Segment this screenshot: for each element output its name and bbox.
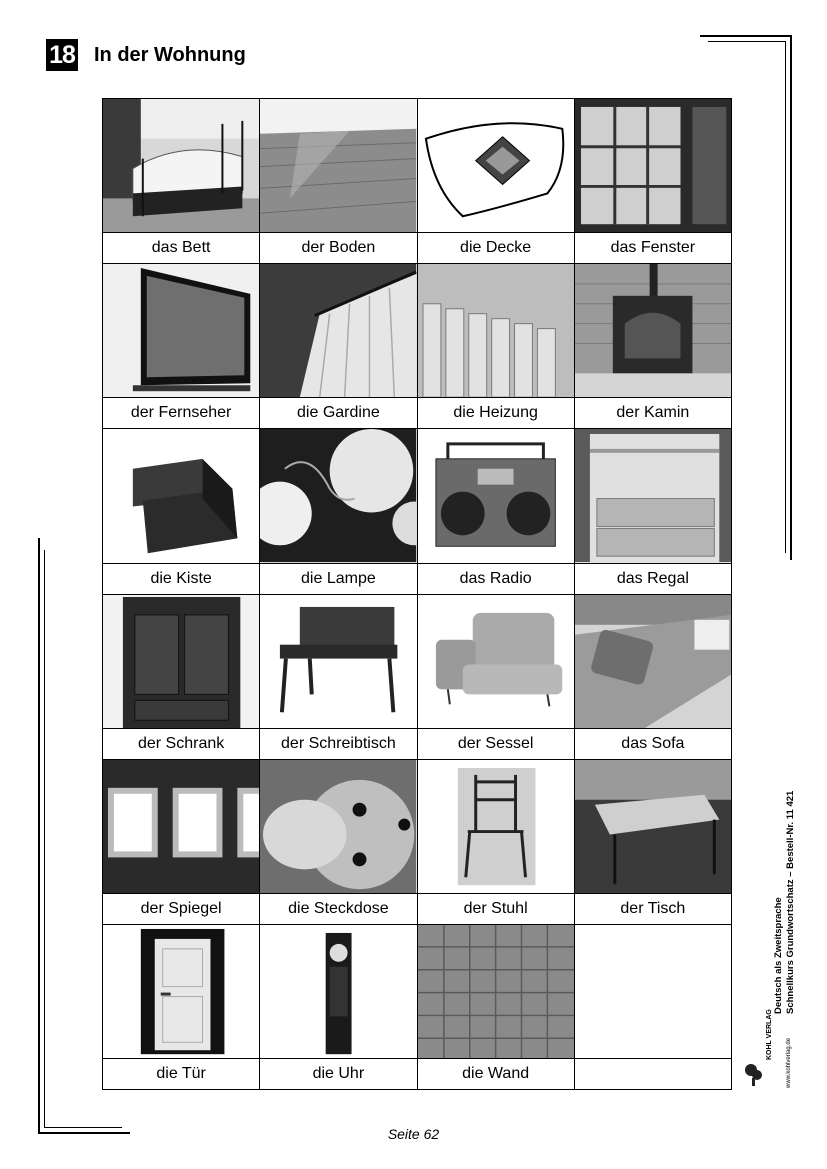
vocab-label: der Schrank — [103, 728, 259, 759]
table-photo — [575, 760, 731, 893]
armchair-photo — [418, 595, 574, 728]
vocabulary-grid — [102, 98, 732, 1090]
blanket-drawing — [418, 99, 574, 232]
vocab-card — [260, 760, 417, 925]
vocab-label: die Gardine — [260, 397, 416, 428]
vocab-card — [103, 429, 260, 594]
socket-photo — [260, 760, 416, 893]
side-text-line2: Schnellkurs Grundwortschatz – Bestell-Nr. 11 421 — [785, 790, 796, 1014]
bed-photo — [103, 99, 259, 232]
clock-photo — [260, 925, 416, 1058]
vocab-card — [418, 925, 575, 1090]
vocab-card — [575, 595, 732, 760]
side-text-line1: Deutsch als Zweitsprache — [773, 897, 784, 1014]
vocab-label: der Sessel — [418, 728, 574, 759]
vocab-card — [103, 760, 260, 925]
vocab-label: die Uhr — [260, 1058, 416, 1089]
vocab-label: die Lampe — [260, 563, 416, 594]
vocab-label: die Decke — [418, 232, 574, 263]
vocab-card — [418, 429, 575, 594]
vocab-label: das Radio — [418, 563, 574, 594]
vocab-label: die Tür — [103, 1058, 259, 1089]
vocab-card — [418, 99, 575, 264]
vocab-card — [103, 595, 260, 760]
vocab-label: die Heizung — [418, 397, 574, 428]
frame-line-left-1 — [38, 538, 40, 1134]
vocab-card — [575, 264, 732, 429]
vocab-card — [103, 99, 260, 264]
vocab-card — [260, 429, 417, 594]
chapter-number-badge: 18 — [46, 39, 78, 71]
frame-line-top-right-2 — [708, 41, 786, 42]
vocab-card — [260, 595, 417, 760]
radio-photo — [418, 429, 574, 562]
vocab-label: der Fernseher — [103, 397, 259, 428]
window-photo — [575, 99, 731, 232]
publisher-url: www.kohlverlag.de — [786, 1037, 792, 1088]
page-title: In der Wohnung — [94, 44, 246, 66]
mirror-photo — [103, 760, 259, 893]
door-photo — [103, 925, 259, 1058]
vocab-label: das Bett — [103, 232, 259, 263]
vocab-card — [103, 264, 260, 429]
vocab-card — [575, 99, 732, 264]
vocab-card — [418, 760, 575, 925]
vocab-label: der Tisch — [575, 893, 731, 924]
publisher-logo-icon — [742, 1062, 764, 1086]
vocab-label: das Sofa — [575, 728, 731, 759]
vocab-label: das Regal — [575, 563, 731, 594]
radiator-photo — [418, 264, 574, 397]
vocab-card — [103, 925, 260, 1090]
vocab-label: der Kamin — [575, 397, 731, 428]
vocab-label: die Wand — [418, 1058, 574, 1089]
vocab-card — [575, 760, 732, 925]
vocab-card — [418, 264, 575, 429]
empty-card — [575, 925, 732, 1090]
frame-line-right-2 — [785, 41, 786, 553]
vocab-label — [575, 1058, 731, 1089]
vocab-card — [260, 264, 417, 429]
publisher-name: KOHL VERLAG — [766, 1009, 773, 1060]
wall-photo — [418, 925, 574, 1058]
empty-image-area — [575, 925, 731, 1058]
wardrobe-photo — [103, 595, 259, 728]
shelf-photo — [575, 429, 731, 562]
vocab-label: der Spiegel — [103, 893, 259, 924]
vocab-card — [418, 595, 575, 760]
vocab-label: die Kiste — [103, 563, 259, 594]
frame-line-top-right-1 — [700, 35, 792, 37]
vocab-card — [260, 99, 417, 264]
vocab-card — [260, 925, 417, 1090]
chest-photo — [103, 429, 259, 562]
vocab-label: der Stuhl — [418, 893, 574, 924]
fireplace-photo — [575, 264, 731, 397]
floor-photo — [260, 99, 416, 232]
vocab-label: der Boden — [260, 232, 416, 263]
vocab-label: die Steckdose — [260, 893, 416, 924]
vocab-label: das Fenster — [575, 232, 731, 263]
frame-line-left-2 — [44, 550, 45, 1128]
vocab-label: der Schreibtisch — [260, 728, 416, 759]
vocab-card — [575, 429, 732, 594]
desk-photo — [260, 595, 416, 728]
lamp-photo — [260, 429, 416, 562]
curtain-photo — [260, 264, 416, 397]
sofa-photo — [575, 595, 731, 728]
page-number: Seite 62 — [387, 1126, 440, 1142]
chair-photo — [418, 760, 574, 893]
tv-photo — [103, 264, 259, 397]
frame-line-right-1 — [790, 35, 792, 560]
